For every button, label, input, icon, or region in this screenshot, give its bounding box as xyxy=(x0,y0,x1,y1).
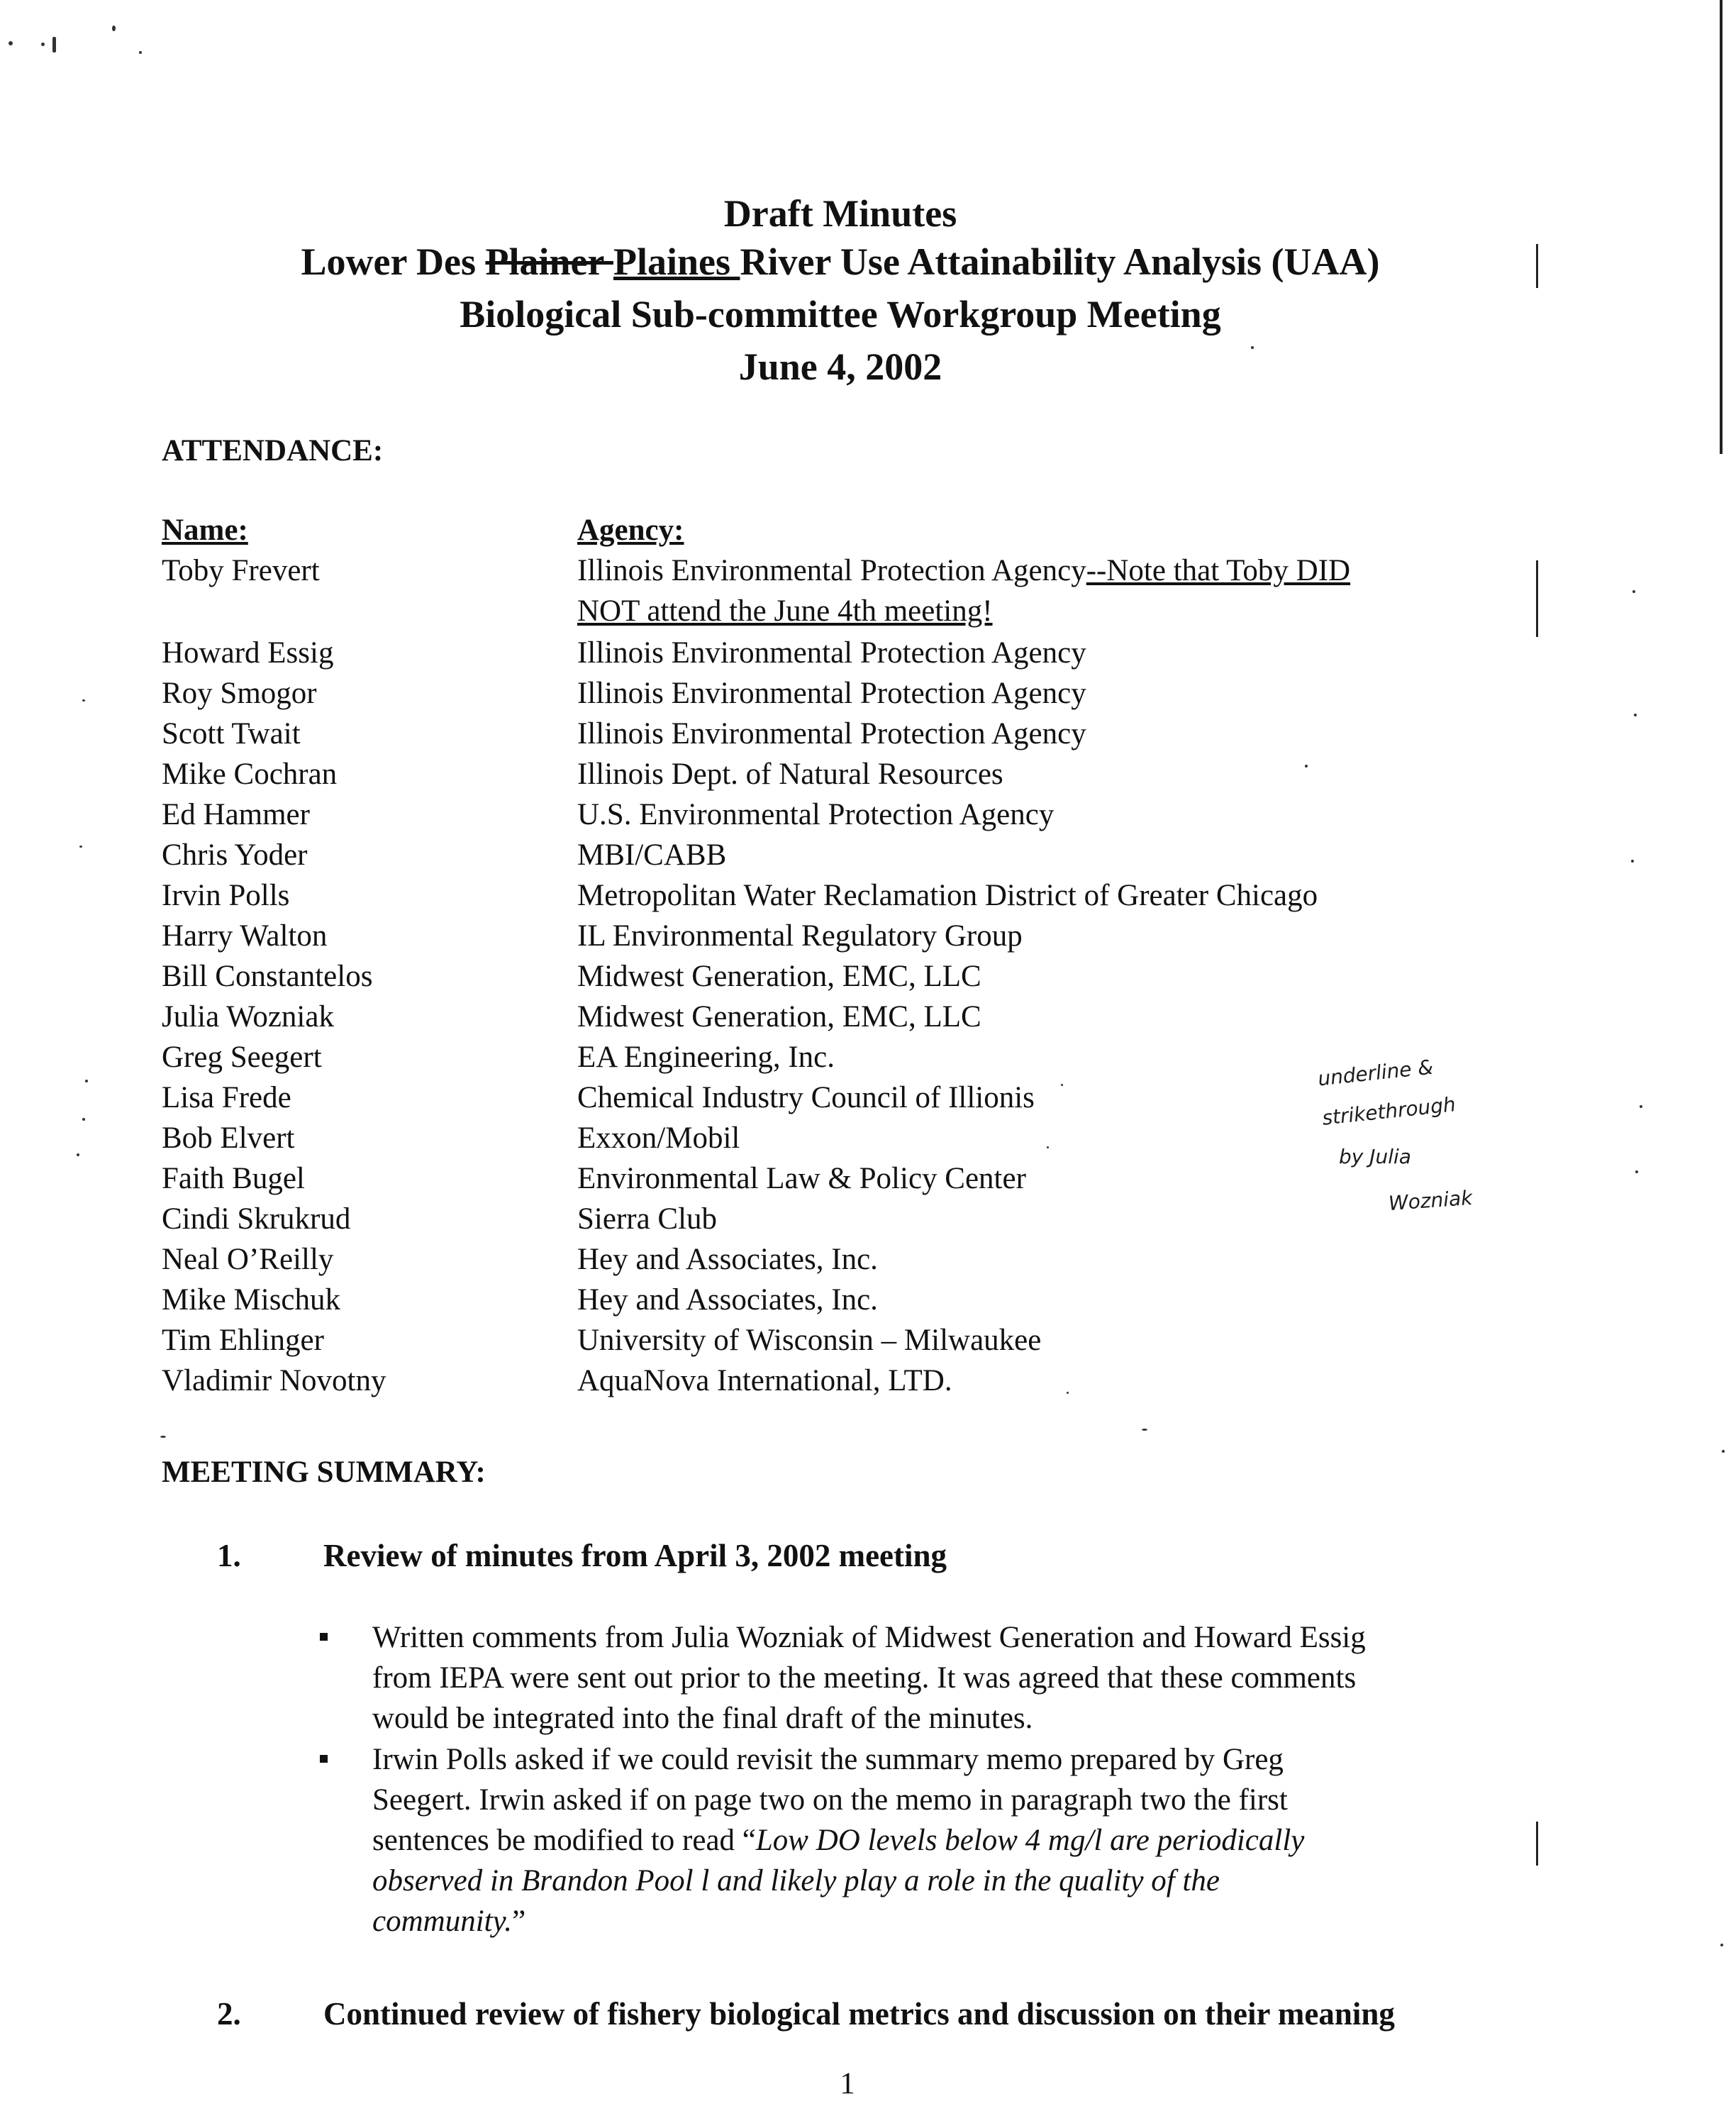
scan-speck xyxy=(1640,1105,1642,1108)
attendance-heading: ATTENDANCE: xyxy=(162,434,384,467)
attendee-name: Ed Hammer xyxy=(162,798,310,831)
inserted-note: --Note that Toby DID xyxy=(1086,554,1351,587)
attendee-agency: Hey and Associates, Inc. xyxy=(577,1243,878,1276)
change-bar xyxy=(1536,1822,1538,1866)
attendee-agency: Illinois Environmental Protection Agency xyxy=(577,717,1086,750)
attendee-name: Bill Constantelos xyxy=(162,960,373,993)
scan-speck xyxy=(9,41,13,45)
subtitle-text: River Use Attainability Analysis (UAA) xyxy=(740,240,1380,283)
attendee-agency: Illinois Environmental Protection Agency xyxy=(577,636,1086,670)
name-column-header: Name: xyxy=(162,514,248,547)
quoted-text: community. xyxy=(372,1905,513,1938)
inserted-text: Plaines xyxy=(613,240,740,283)
meeting-date: June 4, 2002 xyxy=(738,345,942,388)
handwritten-line: Wozniak xyxy=(1387,1185,1474,1216)
bullet-item xyxy=(372,1617,1521,1739)
attendee-agency: Environmental Law & Policy Center xyxy=(577,1162,1026,1195)
handwritten-annotation xyxy=(1316,1055,1523,1246)
bullet-line: Irwin Polls asked if we could revisit the summary memo prepared by Greg xyxy=(372,1743,1284,1776)
attendee-name: Greg Seegert xyxy=(162,1041,322,1074)
subtitle-text: Lower Des xyxy=(301,240,486,283)
handwritten-line: strikethrough xyxy=(1320,1092,1457,1130)
attendee-agency: IL Environmental Regulatory Group xyxy=(577,919,1023,953)
scan-speck xyxy=(1635,1170,1638,1173)
scan-speck xyxy=(1632,590,1635,593)
attendee-name: Faith Bugel xyxy=(162,1162,305,1195)
scan-speck xyxy=(77,1153,79,1156)
attendee-agency: MBI/CABB xyxy=(577,838,727,872)
attendee-name: Bob Elvert xyxy=(162,1121,295,1155)
document-subtitle xyxy=(0,238,1681,285)
attendee-agency xyxy=(577,550,1350,591)
scan-speck xyxy=(1631,860,1634,863)
scan-speck xyxy=(52,37,56,52)
quoted-text: Low DO levels below 4 mg/l are periodically xyxy=(755,1824,1305,1857)
agenda-item-title: Continued review of fishery biological metrics and discussion on their meaning xyxy=(323,1996,1395,2032)
attendee-agency: U.S. Environmental Protection Agency xyxy=(577,798,1055,831)
attendee-name: Mike Cochran xyxy=(162,758,338,791)
attendee-name: Mike Mischuk xyxy=(162,1283,341,1317)
scan-speck xyxy=(1142,1429,1147,1431)
scan-speck xyxy=(112,26,116,31)
scan-speck xyxy=(1720,1944,1723,1946)
scan-speck xyxy=(1061,1084,1063,1086)
document-subtitle-2: Biological Sub-committee Workgroup Meeting xyxy=(460,293,1221,336)
attendee-agency: Sierra Club xyxy=(577,1202,718,1236)
attendee-name: Tim Ehlinger xyxy=(162,1324,324,1357)
bullet-item xyxy=(372,1739,1521,1941)
scan-speck xyxy=(1305,765,1308,768)
attendee-agency: Chemical Industry Council of Illionis xyxy=(577,1081,1035,1114)
meeting-summary-heading: MEETING SUMMARY: xyxy=(162,1456,486,1489)
attendee-agency: AquaNova International, LTD. xyxy=(577,1364,952,1397)
attendee-name: Cindi Skrukrud xyxy=(162,1202,351,1236)
scan-speck xyxy=(85,1080,88,1082)
agenda-item-number: 1. xyxy=(217,1538,241,1573)
scan-speck xyxy=(1067,1392,1069,1394)
attendee-agency: EA Engineering, Inc. xyxy=(577,1041,835,1074)
bullet-line: would be integrated into the final draft of the minutes. xyxy=(372,1702,1033,1735)
bullet-icon xyxy=(320,1633,328,1641)
attendee-name: Roy Smogor xyxy=(162,677,317,710)
quote-close: ” xyxy=(512,1905,526,1938)
bullet-line xyxy=(372,1820,1521,1861)
scan-speck xyxy=(82,699,85,702)
agency-text: Illinois Environmental Protection Agency xyxy=(577,554,1086,587)
attendee-agency: Metropolitan Water Reclamation District of Greater Chicago xyxy=(577,879,1318,912)
bullet-line: Written comments from Julia Wozniak of Midwest Generation and Howard Essig xyxy=(372,1621,1366,1654)
handwritten-line: underline & xyxy=(1316,1055,1435,1091)
scan-speck xyxy=(41,43,45,46)
handwritten-line: by Julia xyxy=(1339,1145,1411,1168)
change-bar xyxy=(1536,560,1538,637)
attendee-agency: Illinois Dept. of Natural Resources xyxy=(577,758,1003,791)
scan-speck xyxy=(1722,1450,1725,1453)
quote-open: sentences be modified to read “ xyxy=(372,1824,756,1857)
document-title: Draft Minutes xyxy=(723,192,957,235)
attendee-agency: Hey and Associates, Inc. xyxy=(577,1283,878,1317)
scan-speck xyxy=(79,846,82,848)
attendee-agency: Illinois Environmental Protection Agency xyxy=(577,677,1086,710)
bullet-line: from IEPA were sent out prior to the meeting. It was agreed that these comments xyxy=(372,1661,1357,1695)
agency-column-header: Agency: xyxy=(577,514,684,547)
attendee-name: Irvin Polls xyxy=(162,879,290,912)
scan-speck xyxy=(1047,1146,1049,1148)
agenda-item-number: 2. xyxy=(217,1996,241,2032)
agenda-item-title: Review of minutes from April 3, 2002 meeting xyxy=(323,1538,947,1573)
attendee-name: Vladimir Novotny xyxy=(162,1364,386,1397)
attendee-name: Howard Essig xyxy=(162,636,334,670)
inserted-note: NOT attend the June 4th meeting! xyxy=(577,594,993,628)
quoted-text: observed in Brandon Pool l and likely play a role in the quality of the xyxy=(372,1864,1220,1897)
attendee-name: Harry Walton xyxy=(162,919,328,953)
attendee-agency: University of Wisconsin – Milwaukee xyxy=(577,1324,1042,1357)
bullet-line xyxy=(372,1901,1521,1941)
scan-speck xyxy=(1634,714,1637,716)
bullet-icon xyxy=(320,1755,328,1763)
attendee-name: Julia Wozniak xyxy=(162,1000,334,1034)
page-edge-line xyxy=(1720,0,1723,454)
attendee-agency: Midwest Generation, EMC, LLC xyxy=(577,960,981,993)
scan-speck xyxy=(160,1436,166,1438)
attendee-name: Chris Yoder xyxy=(162,838,308,872)
attendee-name: Scott Twait xyxy=(162,717,301,750)
struck-text: Plainer xyxy=(485,240,613,283)
bullet-line: Seegert. Irwin asked if on page two on the memo in paragraph two the first xyxy=(372,1783,1288,1817)
scan-speck xyxy=(139,51,142,54)
attendee-name: Neal O’Reilly xyxy=(162,1243,334,1276)
scan-speck xyxy=(82,1118,85,1121)
attendee-name: Lisa Frede xyxy=(162,1081,291,1114)
attendee-agency: Midwest Generation, EMC, LLC xyxy=(577,1000,981,1034)
attendee-name: Toby Frevert xyxy=(162,554,320,587)
attendee-agency: Exxon/Mobil xyxy=(577,1121,740,1155)
page-number: 1 xyxy=(840,2067,855,2100)
